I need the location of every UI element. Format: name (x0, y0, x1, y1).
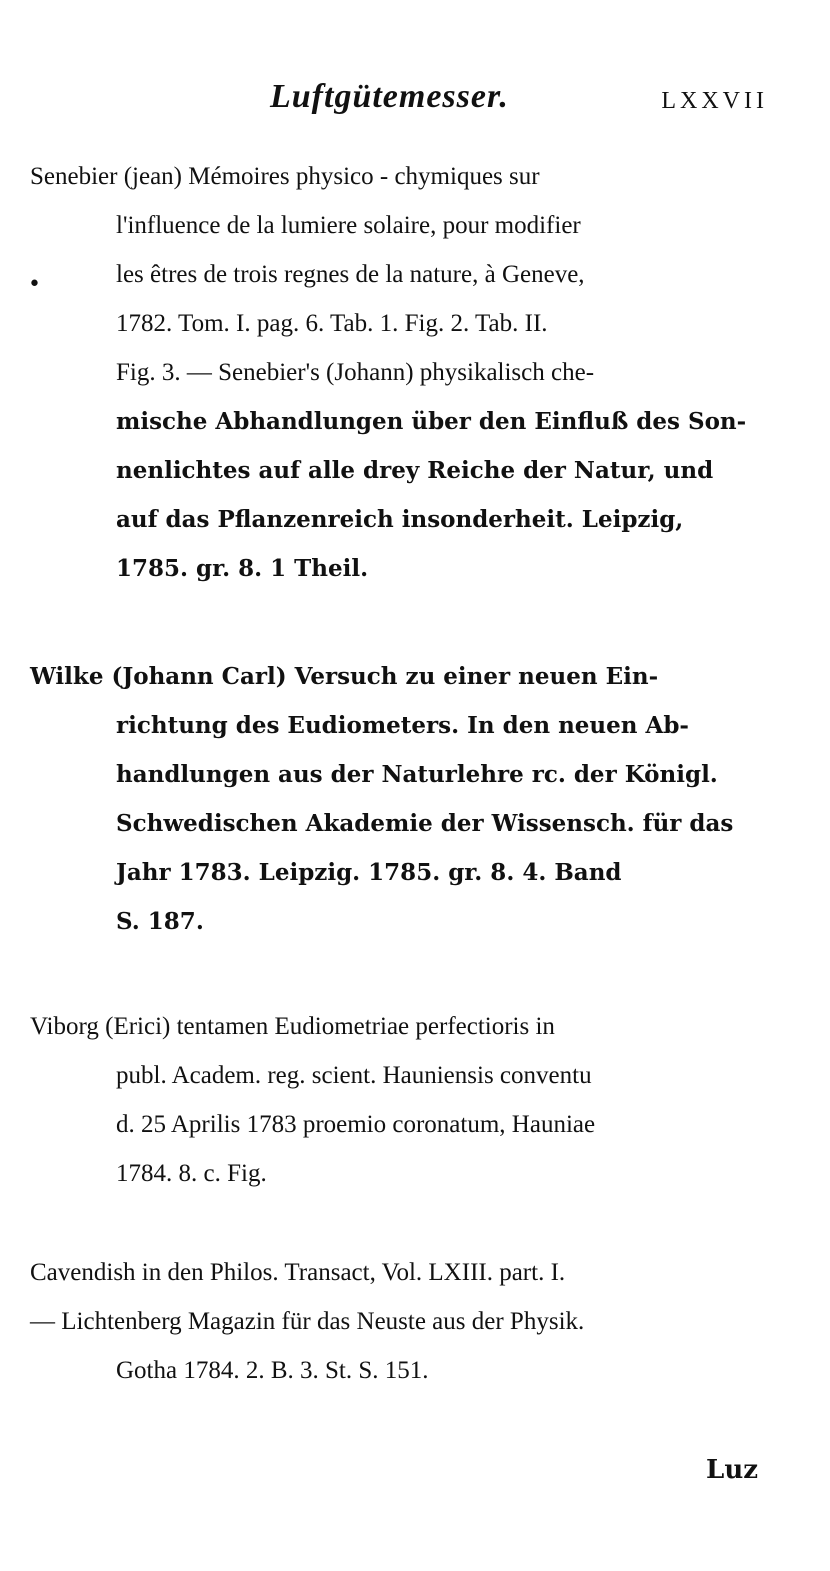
entry-line: mische Abhandlungen über den Einfluß des Son- (116, 408, 747, 435)
entry-line: d. 25 Aprilis 1783 proemio coronatum, Hauniae (116, 1111, 596, 1138)
bibliography-entry-senebier (30, 152, 780, 593)
entry-line: 1782. Tom. I. pag. 6. Tab. 1. Fig. 2. Tab. II. (116, 310, 548, 337)
entry-line: nenlichtes auf alle drey Reiche der Natur, und (116, 457, 714, 484)
entry-line: Fig. 3. — Senebier's (Johann) physikalisch che- (116, 359, 595, 386)
entry-line: richtung des Eudiometers. In den neuen Ab- (116, 712, 689, 739)
entry-line: Schwedischen Akademie der Wissensch. für das (116, 810, 734, 837)
entry-line: — Lichtenberg Magazin für das Neuste aus der Physik. (30, 1308, 585, 1335)
entry-line: 1785. gr. 8. 1 Theil. (116, 555, 369, 582)
entry-line: Cavendish in den Philos. Transact, Vol. LXIII. part. I. (30, 1259, 566, 1286)
entry-line: Wilke (Johann Carl) Versuch zu einer neuen Ein- (30, 663, 659, 690)
entry-line: publ. Academ. reg. scient. Hauniensis conventu (116, 1062, 592, 1089)
entry-line: S. 187. (116, 908, 204, 935)
bibliography-entry-cavendish (30, 1248, 780, 1395)
entry-line: handlungen aus der Naturlehre rc. der Königl. (116, 761, 718, 788)
catchword: Luz (706, 1455, 758, 1485)
entry-line: 1784. 8. c. Fig. (116, 1160, 267, 1187)
entry-line: les êtres de trois regnes de la nature, à Geneve, (116, 261, 585, 288)
entry-line: l'influence de la lumiere solaire, pour modifier (116, 212, 581, 239)
entry-line: Jahr 1783. Leipzig. 1785. gr. 8. 4. Band (116, 859, 622, 886)
entry-line: Gotha 1784. 2. B. 3. St. S. 151. (116, 1357, 429, 1384)
running-header (0, 78, 830, 128)
stray-mark: • (28, 272, 41, 297)
bibliography-entry-viborg (30, 1002, 780, 1198)
entry-line: Viborg (Erici) tentamen Eudiometriae perfectioris in (30, 1013, 555, 1040)
bibliography-entry-wilke (30, 652, 780, 946)
running-title: Luftgütemesser. (270, 78, 509, 115)
entry-line: auf das Pflanzenreich insonderheit. Leipzig, (116, 506, 684, 533)
entry-line: Senebier (jean) Mémoires physico - chymiques sur (30, 163, 540, 190)
page-number: LXXVII (661, 88, 768, 114)
